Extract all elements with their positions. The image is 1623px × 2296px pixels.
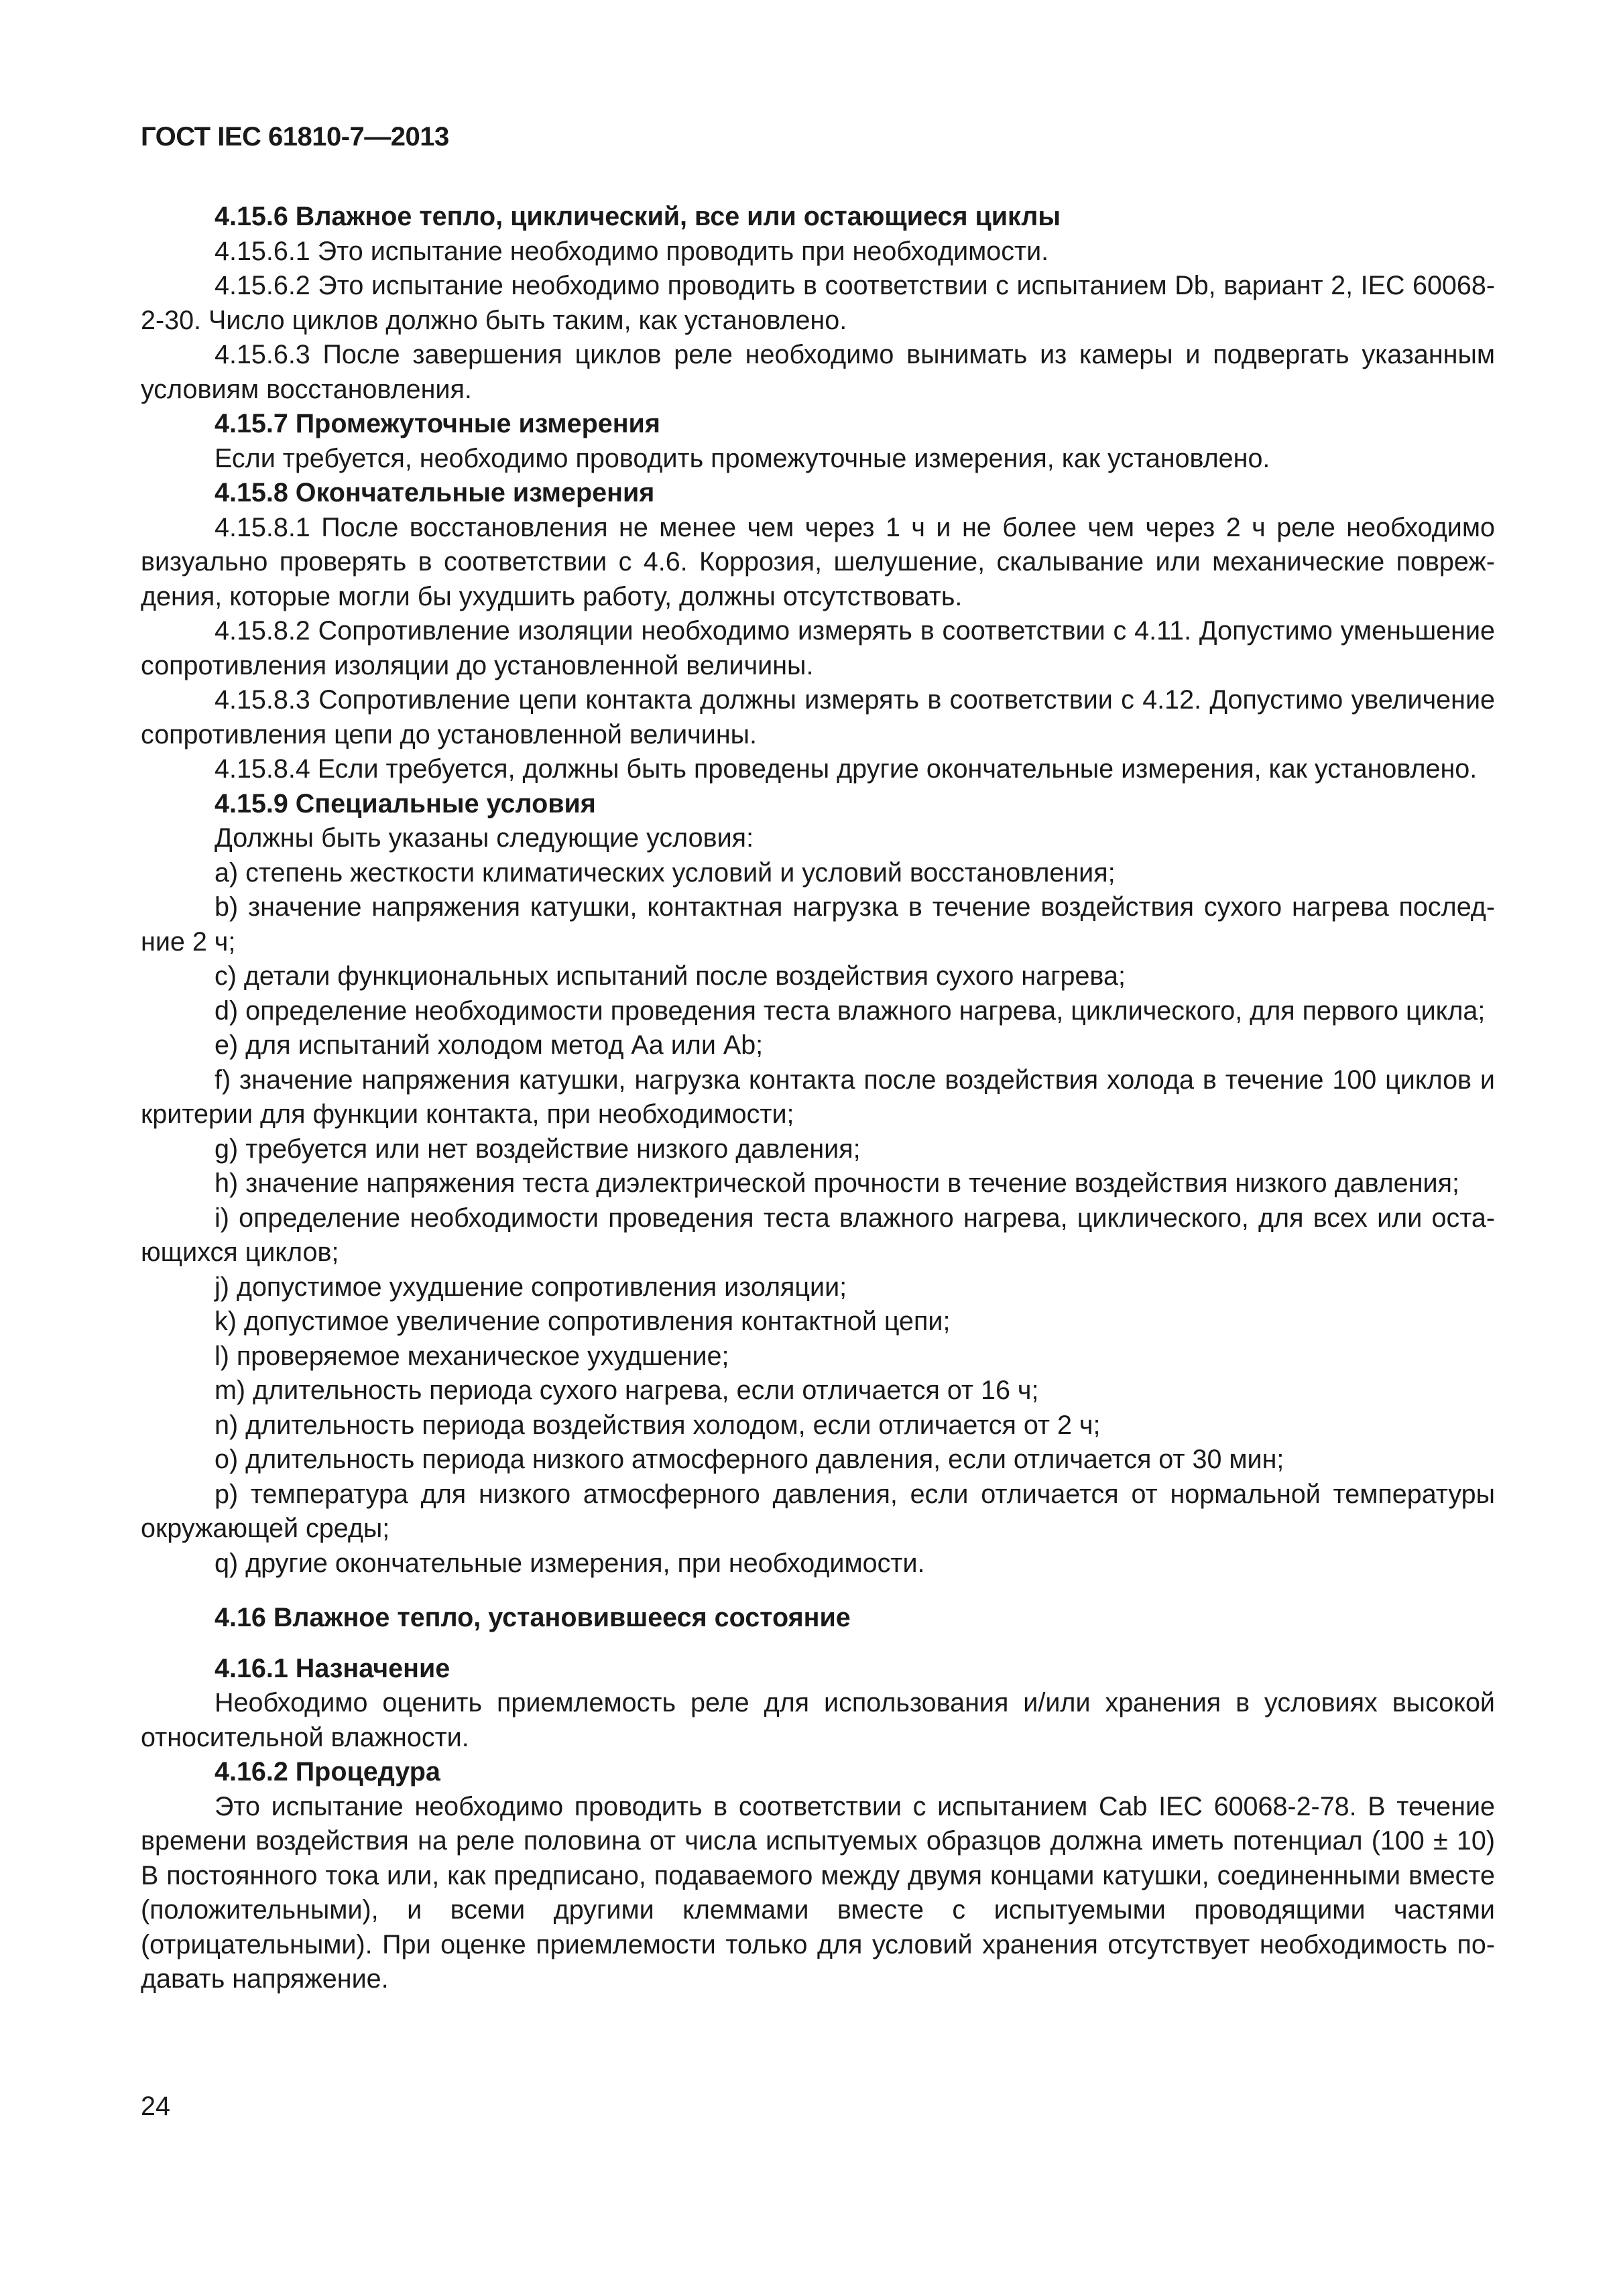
list-item-o: o) длительность периода низкого атмосферного давления, если отличается от 30 мин;	[215, 1445, 1284, 1474]
list-item-n: n) длительность периода воздействия холодом, если отличается от 2 ч;	[215, 1410, 1101, 1440]
list-item-e: e) для испытаний холодом метод Aa или Ab;	[215, 1030, 764, 1060]
paragraph-4-15-8-1: 4.15.8.1 После восстановления не менее чем через 1 ч и не более чем через 2 ч реле необходимо визуально проверять в соответствии с 4.6. Коррозия, шелушение, скалывание или механические повреждения, которые могли бы ухудшить работу, должны отсутствовать.	[141, 512, 1495, 611]
document-body	[141, 200, 1495, 1997]
section-heading-4-16-2: 4.16.2 Процедура	[215, 1757, 440, 1787]
list-item-c: c) детали функциональных испытаний после воздействия сухого нагрева;	[215, 961, 1126, 991]
paragraph-4-15-6-2: 4.15.6.2 Это испытание необходимо проводить в соответствии с испытанием Db, вариант 2, IEC 60068-2-30. Число циклов должно быть таким, как установлено.	[141, 271, 1495, 335]
paragraph-4-16-2-text: Это испытание необходимо проводить в соответствии с испытанием Cab IEC 60068-2-78. В течение времени воздействия на реле половина от числа испытуемых образцов должна иметь потенциал (100 ± 10) В постоянного тока или, как предписано, подаваемого между двумя концами катушки, соединенными вместе (положительными), и всеми другими клеммами вместе с испытуемыми проводящими частями (отрицательными). При оценке приемлемости только для условий хранения отсутствует необходимость подавать напряжение.	[141, 1791, 1495, 1994]
paragraph-4-16-1-text: Необходимо оценить приемлемость реле для использования и/или хранения в условиях высокой относительной влажности.	[141, 1688, 1495, 1752]
list-item-i: i) определение необходимости проведения теста влажного нагрева, циклического, для всех или остающихся циклов;	[141, 1203, 1495, 1267]
paragraph-4-15-6-1: 4.15.6.1 Это испытание необходимо проводить при необходимости.	[215, 236, 1049, 266]
section-heading-4-16-1: 4.16.1 Назначение	[215, 1653, 450, 1683]
list-item-a: a) степень жесткости климатических условий и условий восстановления;	[215, 857, 1116, 888]
paragraph-4-15-8-3: 4.15.8.3 Сопротивление цепи контакта должны измерять в соответствии с 4.12. Допустимо увеличение сопротивления цепи до установленной величины.	[141, 685, 1495, 749]
list-item-q: q) другие окончательные измерения, при необходимости.	[215, 1548, 925, 1578]
paragraph-4-15-6-3: 4.15.6.3 После завершения циклов реле необходимо вынимать из камеры и подвергать указанным условиям восстановления.	[141, 340, 1495, 404]
list-item-k: k) допустимое увеличение сопротивления контактной цепи;	[215, 1307, 951, 1336]
list-item-h: h) значение напряжения теста диэлектрической прочности в течение воздействия низкого давления;	[215, 1168, 1459, 1198]
list-item-b: b) значение напряжения катушки, контактная нагрузка в течение воздействия сухого нагрева последние 2 ч;	[141, 892, 1495, 957]
list-item-d: d) определение необходимости проведения теста влажного нагрева, циклического, для первого цикла;	[215, 995, 1486, 1026]
paragraph-4-15-7-text: Если требуется, необходимо проводить промежуточные измерения, как установлено.	[215, 443, 1270, 473]
section-heading-4-15-9: 4.15.9 Специальные условия	[215, 788, 596, 819]
paragraph-4-15-9-intro: Должны быть указаны следующие условия:	[215, 823, 754, 853]
list-item-l: l) проверяемое механическое ухудшение;	[215, 1341, 729, 1371]
list-item-f: f) значение напряжения катушки, нагрузка контакта после воздействия холода в течение 100 циклов и критерии для функции контакта, при необходимости;	[141, 1065, 1495, 1129]
list-item-g: g) требуется или нет воздействие низкого давления;	[215, 1134, 861, 1164]
paragraph-4-15-8-2: 4.15.8.2 Сопротивление изоляции необходимо измерять в соответствии с 4.11. Допустимо уменьшение сопротивления изоляции до установленной величины.	[141, 616, 1495, 680]
list-item-j: j) допустимое ухудшение сопротивления изоляции;	[215, 1272, 847, 1302]
list-item-m: m) длительность периода сухого нагрева, если отличается от 16 ч;	[215, 1376, 1039, 1405]
paragraph-4-15-8-4: 4.15.8.4 Если требуется, должны быть проведены другие окончательные измерения, как установлено.	[215, 754, 1478, 784]
section-heading-4-16: 4.16 Влажное тепло, установившееся состояние	[215, 1603, 851, 1632]
section-heading-4-15-6: 4.15.6 Влажное тепло, циклический, все или остающиеся циклы	[215, 202, 1061, 231]
page-number: 24	[141, 2092, 170, 2121]
list-item-p: p) температура для низкого атмосферного давления, если отличается от нормальной температуры окружающей среды;	[141, 1479, 1495, 1543]
section-heading-4-15-7: 4.15.7 Промежуточные измерения	[215, 409, 660, 438]
document-header: ГОСТ IEC 61810-7—2013	[141, 122, 449, 152]
section-heading-4-15-8: 4.15.8 Окончательные измерения	[215, 478, 655, 507]
